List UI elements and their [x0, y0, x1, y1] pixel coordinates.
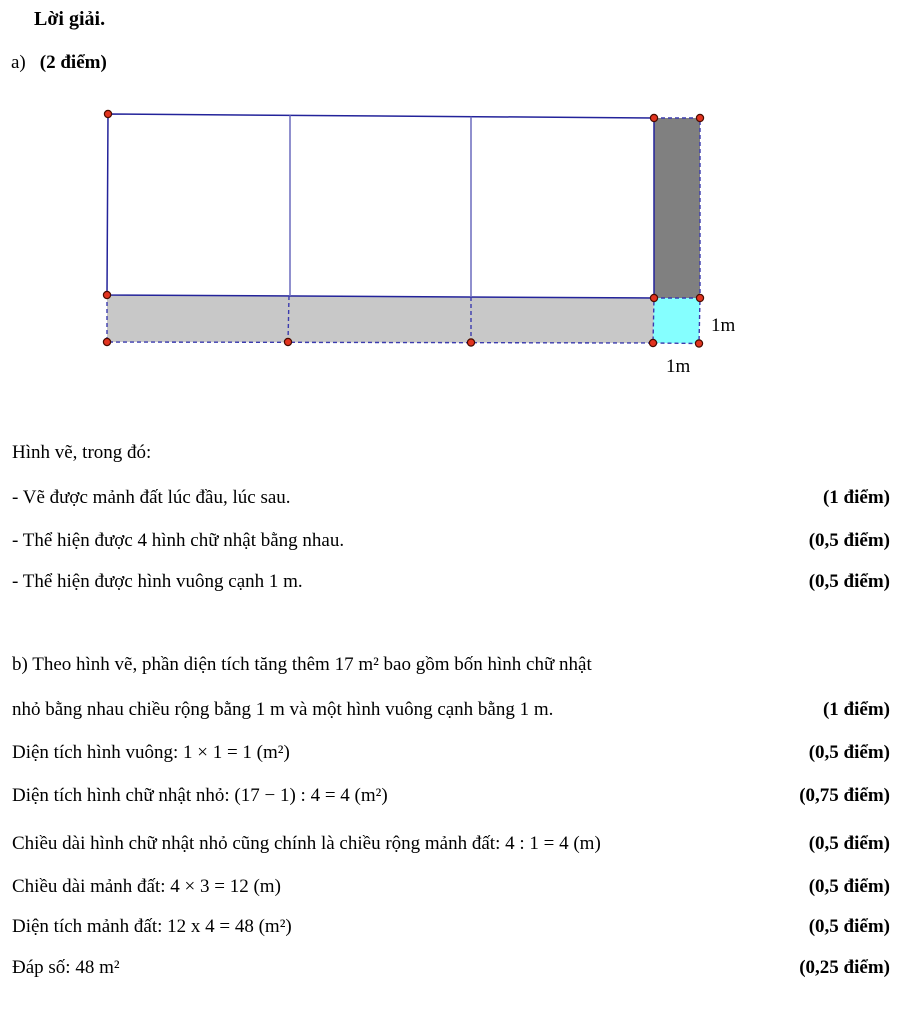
vertex-point — [104, 110, 111, 117]
vertex-point — [695, 340, 702, 347]
part-b-line2-text: nhỏ bằng nhau chiều rộng bằng 1 m và một hình vuông cạnh bằng 1 m. — [12, 699, 554, 720]
step-text: Chiều dài mảnh đất: 4 × 3 = 12 (m) — [12, 876, 281, 897]
vertex-point — [696, 294, 703, 301]
step-text: Chiều dài hình chữ nhật nhỏ cũng chính là chiều rộng mảnh đất: 4 : 1 = 4 (m) — [12, 833, 601, 854]
vertex-point — [649, 339, 656, 346]
step-text: Diện tích mảnh đất: 12 x 4 = 48 (m²) — [12, 916, 292, 937]
added-width-strip — [654, 118, 700, 298]
step-text: Diện tích hình chữ nhật nhỏ: (17 − 1) : 4 = 4 (m²) — [12, 785, 388, 806]
unit-label-bottom: 1m — [666, 356, 691, 377]
figure-notes-intro — [12, 441, 890, 464]
note-row — [12, 486, 890, 509]
note-text: - Vẽ được mảnh đất lúc đầu, lúc sau. — [12, 487, 291, 508]
solution-step-row — [12, 741, 890, 764]
solution-step-row — [12, 832, 890, 855]
note-row — [12, 570, 890, 593]
vertex-point — [103, 338, 110, 345]
vertex-point — [284, 338, 291, 345]
added-length-strip — [107, 295, 654, 343]
part-b-line1-text: b) Theo hình vẽ, phần diện tích tăng thêm 17 m² bao gồm bốn hình chữ nhật — [12, 654, 592, 675]
vertex-point — [650, 114, 657, 121]
step-points: (0,25 điểm) — [799, 957, 890, 978]
solution-step-row — [12, 956, 890, 979]
original-plot-rect — [107, 114, 654, 298]
vertex-point — [467, 339, 474, 346]
part-a-points: (2 điểm) — [39, 52, 107, 73]
step-points: (0,5 điểm) — [808, 916, 890, 937]
unit-square — [653, 298, 700, 344]
solution-step-row — [12, 784, 890, 807]
vertex-point — [696, 114, 703, 121]
vertex-point — [103, 291, 110, 298]
step-points: (0,5 điểm) — [808, 742, 890, 763]
part-b-line1 — [12, 653, 890, 676]
step-points: (0,5 điểm) — [808, 876, 890, 897]
part-b-line2-points: (1 điểm) — [822, 699, 890, 720]
note-text: - Thể hiện được 4 hình chữ nhật bằng nhau. — [12, 530, 345, 551]
note-points: (0,5 điểm) — [808, 571, 890, 592]
page-title: Lời giải. — [34, 8, 106, 30]
step-points: (0,5 điểm) — [808, 833, 890, 854]
part-a-label: a) — [11, 52, 26, 73]
notes-intro-text: Hình vẽ, trong đó: — [12, 442, 152, 463]
note-points: (0,5 điểm) — [808, 530, 890, 551]
part-b-line2 — [12, 698, 890, 721]
vertex-point — [650, 294, 657, 301]
note-text: - Thể hiện được hình vuông cạnh 1 m. — [12, 571, 303, 592]
step-points: (0,75 điểm) — [799, 785, 890, 806]
note-row — [12, 529, 890, 552]
solution-step-row — [12, 915, 890, 938]
unit-label-right: 1m — [711, 315, 736, 336]
step-text: Đáp số: 48 m² — [12, 957, 120, 978]
step-text: Diện tích hình vuông: 1 × 1 = 1 (m²) — [12, 742, 290, 763]
note-points: (1 điểm) — [822, 487, 890, 508]
land-plot-diagram — [0, 0, 906, 400]
solution-step-row — [12, 875, 890, 898]
